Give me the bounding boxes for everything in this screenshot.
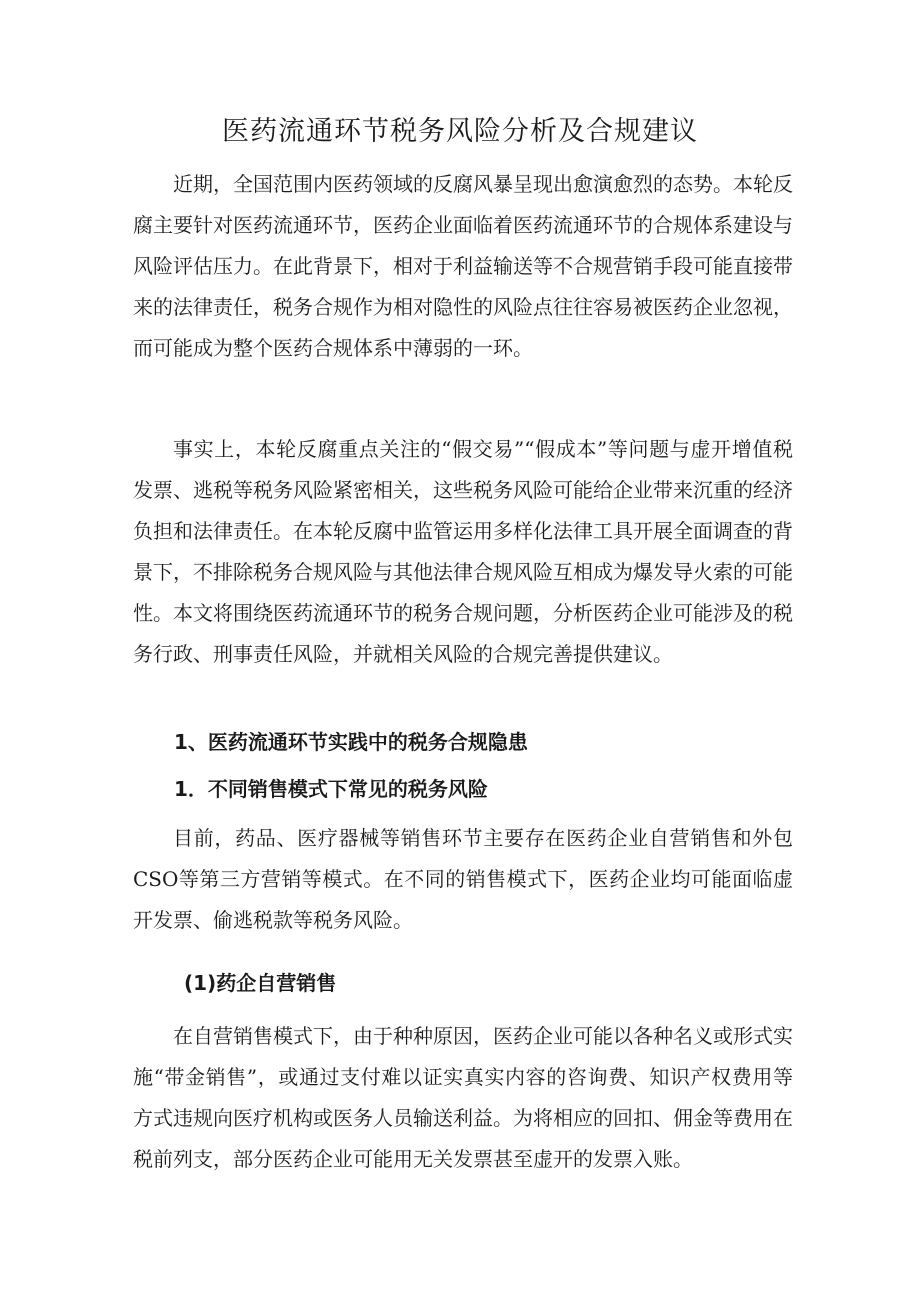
paragraph-self-sales: 在自营销售模式下，由于种种原因，医药企业可能以各种名义或形式实施“带金销售”，或通过支付难以证实真实内容的咨询费、知识产权费用等方式违规向医疗机构或医务人员输送利益。为将相应的回扣、佣金等费用在税前列支，部分医药企业可能用无关发票甚至虚开的发票入账。 <box>133 1024 793 1171</box>
subsection-heading-self-sales: (1)药企自营销售 <box>184 971 337 995</box>
subsection-heading-1: 1．不同销售模式下常见的税务风险 <box>174 777 488 801</box>
section-heading-1: 1、医药流通环节实践中的税务合规隐患 <box>174 730 528 754</box>
paragraph-sales-models: 目前，药品、医疗器械等销售环节主要存在医药企业自营销售和外包CSO等第三方营销等模式。在不同的销售模式下，医药企业均可能面临虚开发票、偷逃税款等税务风险。 <box>133 826 793 932</box>
document-title: 医药流通环节税务风险分析及合规建议 <box>222 116 698 147</box>
paragraph-context: 事实上，本轮反腐重点关注的“假交易”“假成本”等问题与虚开增值税发票、逃税等税务风险紧密相关，这些税务风险可能给企业带来沉重的经济负担和法律责任。在本轮反腐中监管运用多样化法律工具开展全面调查的背景下，不排除税务合规风险与其他法律合规风险互相成为爆发导火索的可能性。本文将围绕医药流通环节的税务合规问题，分析医药企业可能涉及的税务行政、刑事责任风险，并就相关风险的合规完善提供建议。 <box>133 437 793 666</box>
paragraph-intro: 近期，全国范围内医药领域的反腐风暴呈现出愈演愈烈的态势。本轮反腐主要针对医药流通环节，医药企业面临着医药流通环节的合规体系建设与风险评估压力。在此背景下，相对于利益输送等不合规营销手段可能直接带来的法律责任，税务合规作为相对隐性的风险点往往容易被医药企业忽视，而可能成为整个医药合规体系中薄弱的一环。 <box>133 172 793 360</box>
